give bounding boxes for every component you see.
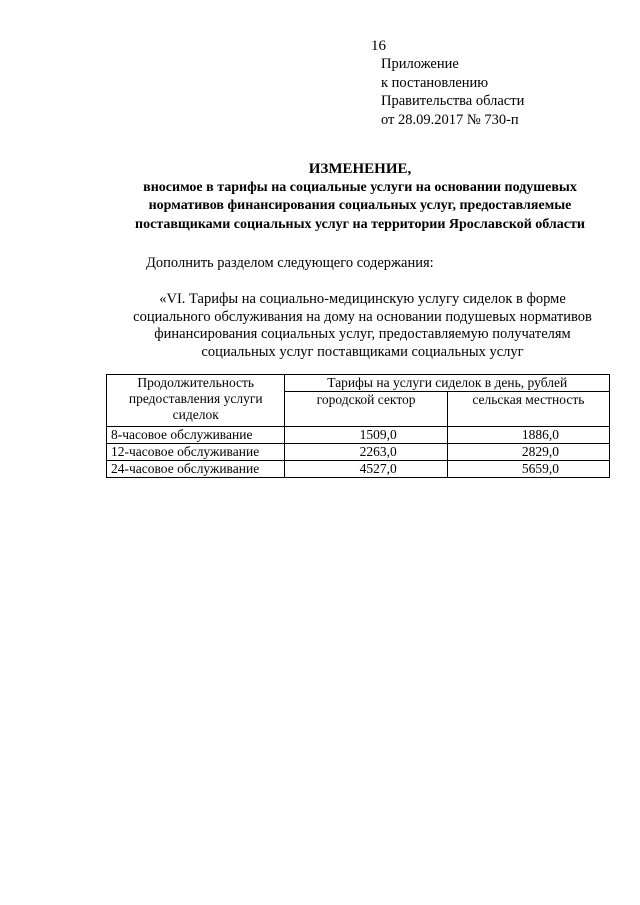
table-row	[107, 461, 610, 478]
appendix-reference	[381, 55, 524, 129]
row-duration: 12-часовое обслуживание	[107, 444, 285, 461]
section-heading-line: социальных услуг поставщиками социальных услуг	[201, 343, 524, 360]
section-heading-line: социального обслуживания на дому на основании подушевых нормативов	[133, 308, 592, 325]
row-duration: 8-часовое обслуживание	[107, 427, 285, 444]
section-heading	[110, 291, 615, 361]
section-heading-line: «VI. Тарифы на социально-медицинскую услугу сиделок в форме	[159, 291, 566, 307]
subtitle-line: нормативов финансирования социальных услуг, предоставляемые	[148, 198, 572, 213]
subtitle-line: вносимое в тарифы на социальные услуги на основании подушевых	[143, 179, 577, 195]
appendix-line: Правительства области	[381, 93, 525, 109]
table-header-row	[107, 375, 610, 392]
row-rural-tariff: 5659,0	[447, 461, 609, 478]
table-row	[107, 427, 610, 444]
document-title: ИЗМЕНЕНИЕ,	[308, 161, 412, 177]
appendix-line: от 28.09.2017 № 730-п	[381, 111, 519, 128]
row-urban-tariff: 4527,0	[285, 461, 447, 478]
row-rural-tariff: 1886,0	[447, 427, 609, 444]
appendix-line: к постановлению	[381, 74, 489, 91]
header-tariffs: Тарифы на услуги сиделок в день, рублей	[285, 375, 610, 392]
table-row	[107, 444, 610, 461]
subtitle-line: поставщиками социальных услуг на территории Ярославской области	[135, 216, 585, 232]
row-duration: 24-часовое обслуживание	[107, 461, 285, 478]
document-title-block	[100, 160, 620, 234]
header-duration: Продолжительность предоставления услуги сиделок	[107, 375, 285, 427]
row-urban-tariff: 2263,0	[285, 444, 447, 461]
intro-paragraph: Дополнить разделом следующего содержания:	[146, 255, 434, 271]
row-urban-tariff: 1509,0	[285, 427, 447, 444]
page-number: 16	[371, 38, 386, 54]
section-heading-line: финансирования социальных услуг, предоставляемую получателям	[154, 326, 571, 342]
appendix-line: Приложение	[381, 56, 459, 72]
row-rural-tariff: 2829,0	[447, 444, 609, 461]
header-urban: городской сектор	[285, 392, 447, 427]
header-rural: сельская местность	[447, 392, 609, 427]
tariffs-table	[106, 374, 610, 478]
